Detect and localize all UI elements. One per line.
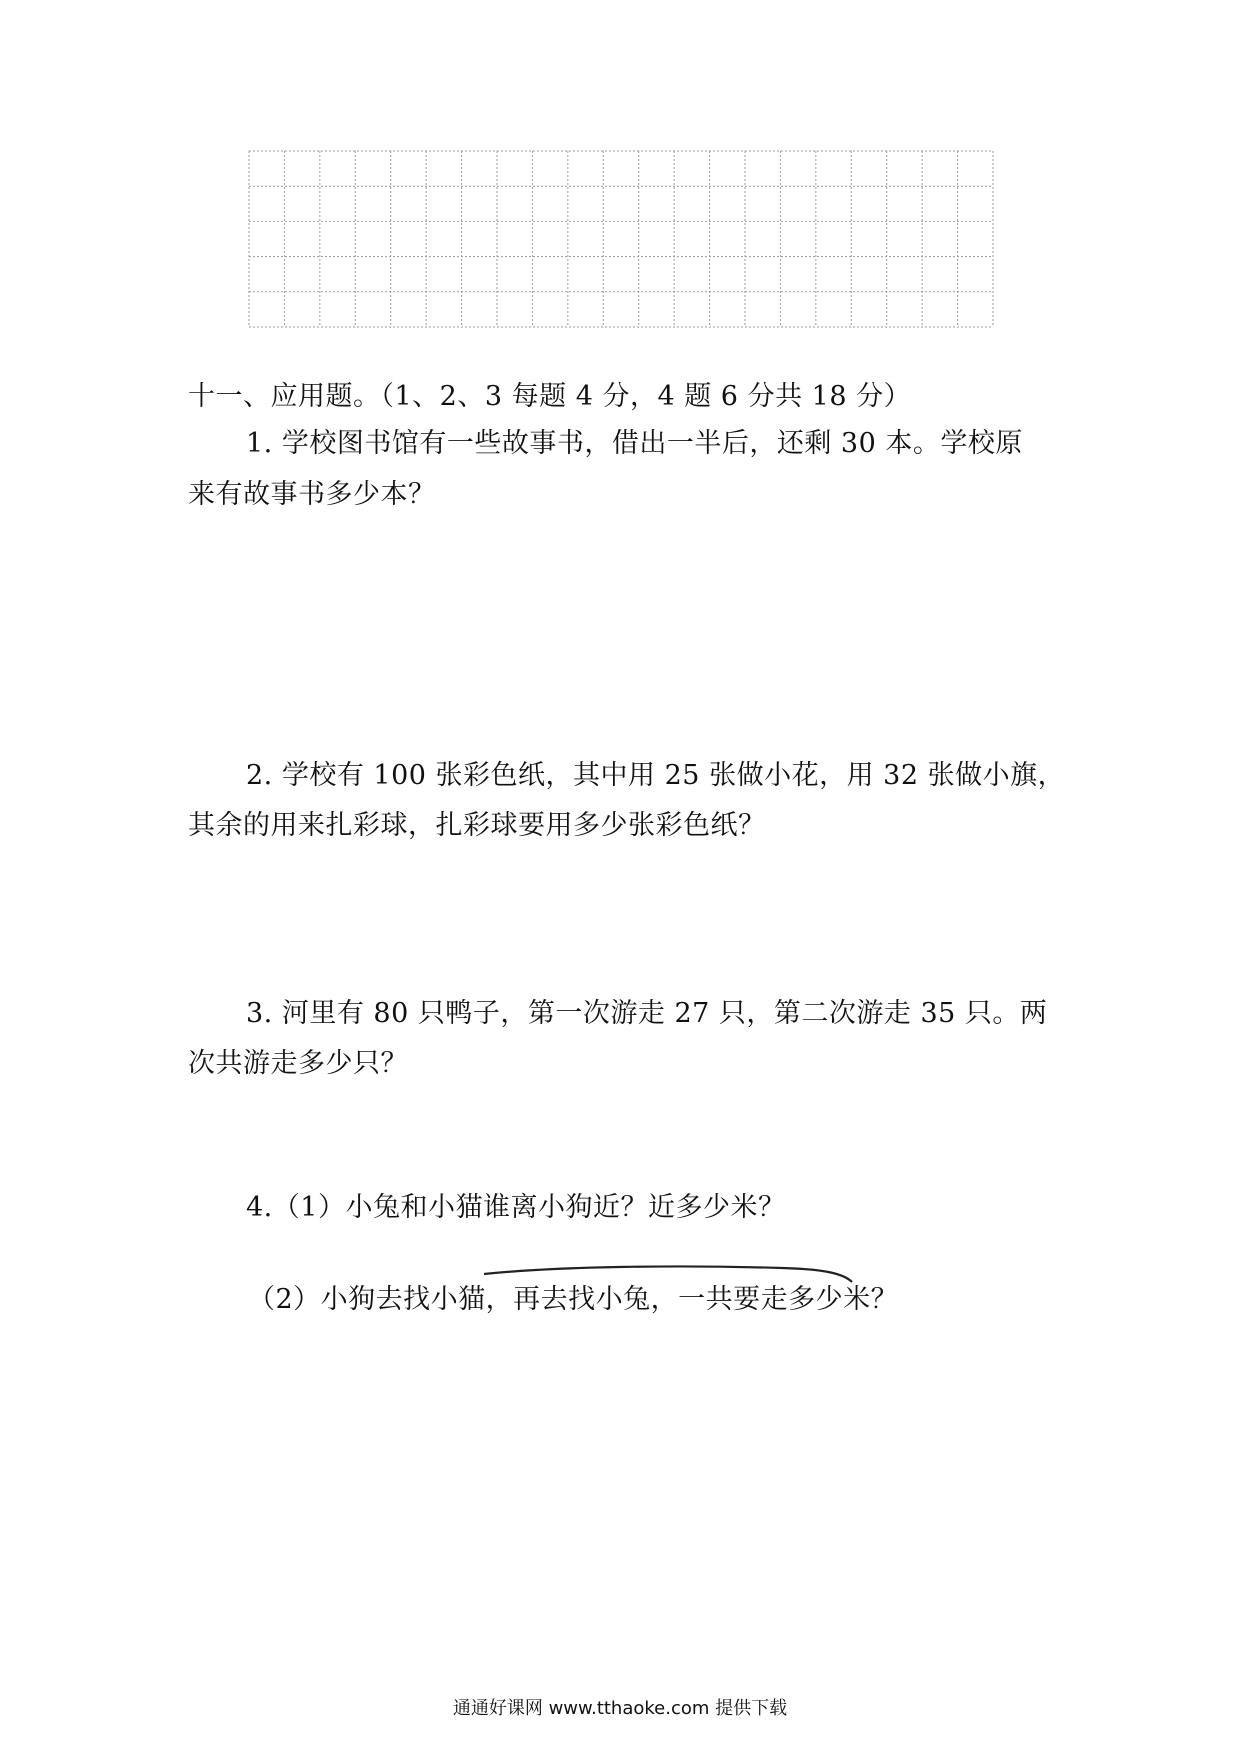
question-1-line-1: 1. 学校图书馆有一些故事书，借出一半后，还剩 30 本。学校原 <box>246 428 1023 459</box>
question-4-part-1: 4.（1）小兔和小猫谁离小狗近？近多少米？ <box>246 1192 786 1223</box>
footer-text: 通通好课网 www.tthaoke.com 提供下载 <box>452 1698 788 1719</box>
question-3-line-1: 3. 河里有 80 只鸭子，第一次游走 27 只，第二次游走 35 只。两 <box>246 998 1048 1029</box>
question-2-line-1: 2. 学校有 100 张彩色纸，其中用 25 张做小花，用 32 张做小旗， <box>246 760 1066 791</box>
question-2-line-2: 其余的用来扎彩球，扎彩球要用多少张彩色纸？ <box>188 810 766 841</box>
question-3-line-2: 次共游走多少只？ <box>188 1048 408 1079</box>
question-4-part-2: （2）小狗去找小猫，再去找小兔，一共要走多少米？ <box>248 1284 899 1315</box>
section-title: 十一、应用题。（1、2、3 每题 4 分，4 题 6 分共 18 分） <box>188 381 912 412</box>
writing-grid <box>248 150 994 328</box>
question-1-line-2: 来有故事书多少本？ <box>188 479 436 510</box>
grid-lines <box>248 150 994 328</box>
